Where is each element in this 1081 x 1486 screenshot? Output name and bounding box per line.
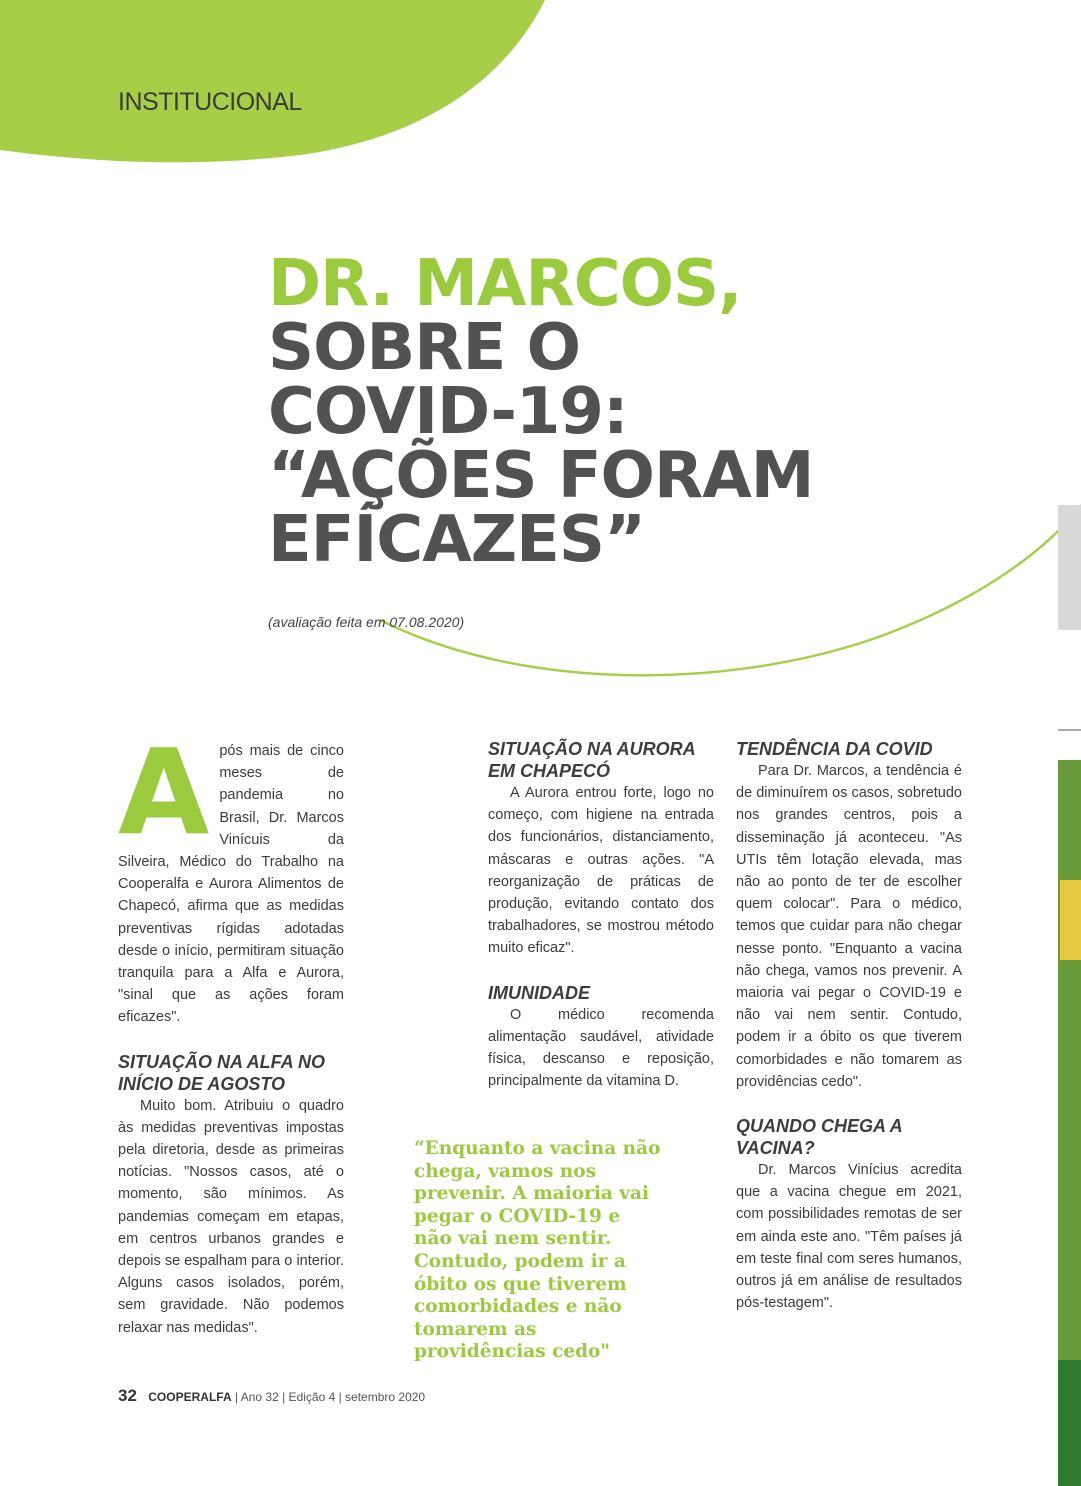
pull-quote: “Enquanto a vacina não chega, vamos nos prevenir. A maioria vai pegar o COVID-19 e não vai nem sentir. Contudo, podem ir a óbito os que tiverem comorbidades e não tomarem as providências cedo" bbox=[414, 1138, 661, 1363]
drop-cap: A bbox=[118, 723, 210, 861]
paragraph-imunidade: O médico recomenda alimentação saudável, atividade física, descanso e reposição, principalmente da vitamina D. bbox=[488, 1006, 714, 1090]
article-title bbox=[268, 247, 814, 577]
column-3 bbox=[736, 738, 962, 1314]
page-footer bbox=[118, 1386, 425, 1406]
paragraph-situacao-alfa: Muito bom. Atribuiu o quadro às medidas preventivas impostas pela diretoria, desde as primeiras notícias. "Nossos casos, até o momento, são mínimos. As pandemias começam em etapas, em centros urbanos grandes e depois se espalham para o interior. Alguns casos isolados, porém, sem gravidade. Não podemos relaxar nas medidas". bbox=[118, 1097, 344, 1336]
title-line-5: EFÍCAZES” bbox=[268, 503, 646, 577]
photo-strip-bottom bbox=[1058, 760, 1081, 1360]
title-line-1: DR. MARCOS, bbox=[268, 247, 742, 321]
heading-situacao-alfa: SITUAÇÃO NA ALFA NO INÍCIO DE AGOSTO bbox=[118, 1051, 325, 1094]
green-arc-blob bbox=[0, 0, 545, 162]
title-line-4: “AÇÕES FORAM bbox=[268, 439, 814, 513]
paragraph-vacina: Dr. Marcos Vinícius acredita que a vacina chegue em 2021, com possibilidades remotas de ser em ainda este ano. "Têm países já em teste final com seres humanos, outros já em análise de resultados pós-testagem". bbox=[736, 1162, 962, 1312]
intro-paragraph: pós mais de cinco meses de pandemia no Brasil, Dr. Marcos Vinícuis da Silveira, Médico do Trabalho na Cooperalfa e Aurora Alimentos de Chapecó, afirma que as medidas preventivas rígidas adotadas desde o início, permitiram situação tranquila para a Alfa e Aurora, "sinal que as ações foram eficazes". bbox=[118, 743, 344, 1026]
heading-imunidade: IMUNIDADE bbox=[488, 982, 590, 1003]
article-subtitle: (avaliação feita em 07.08.2020) bbox=[268, 614, 465, 630]
section-label: INSTITUCIONAL bbox=[118, 88, 302, 116]
photo-strip-green-edge bbox=[1058, 1360, 1081, 1486]
footer-brand: COOPERALFA bbox=[148, 1390, 232, 1404]
title-line-3: COVID-19: bbox=[268, 375, 628, 449]
paragraph-tendencia: Para Dr. Marcos, a tendência é de diminuírem os casos, sobretudo nos grandes centros, pois a disseminação já aconteceu. "As UTIs têm lotação elevada, mas não ao ponto de ter de escolher quem colocar". Para o médico, temos que cuidar para não chegar nesse ponto. "Enquanto a vacina não chega, vamos nos prevenir. A maioria vai pegar o COVID-19 e não vai nem sentir. Contudo, podem ir a óbito os que tiverem comorbidades e não tomarem as providências cedo". bbox=[736, 763, 962, 1090]
title-line-2: SOBRE O bbox=[268, 311, 580, 385]
paragraph-situacao-aurora: A Aurora entrou forte, logo no começo, com higiene na entrada dos funcionários, distanciamento, máscaras e outras ações. "A reorganização de práticas de produção, evitando contato dos trabalhadores, se mostrou método muito eficaz". bbox=[488, 785, 714, 957]
photo-strip-yellow bbox=[1060, 880, 1081, 960]
heading-vacina: QUANDO CHEGA A VACINA? bbox=[736, 1116, 902, 1159]
heading-tendencia: TENDÊNCIA DA COVID bbox=[736, 739, 933, 759]
column-1 bbox=[118, 723, 344, 1339]
photo-strip-top bbox=[1058, 505, 1081, 630]
footer-edition-info: | Ano 32 | Edição 4 | setembro 2020 bbox=[234, 1390, 426, 1404]
page-number: 32 bbox=[118, 1386, 137, 1405]
column-2 bbox=[488, 738, 714, 1092]
heading-situacao-aurora: SITUAÇÃO NA AURORA EM CHAPECÓ bbox=[488, 739, 695, 781]
